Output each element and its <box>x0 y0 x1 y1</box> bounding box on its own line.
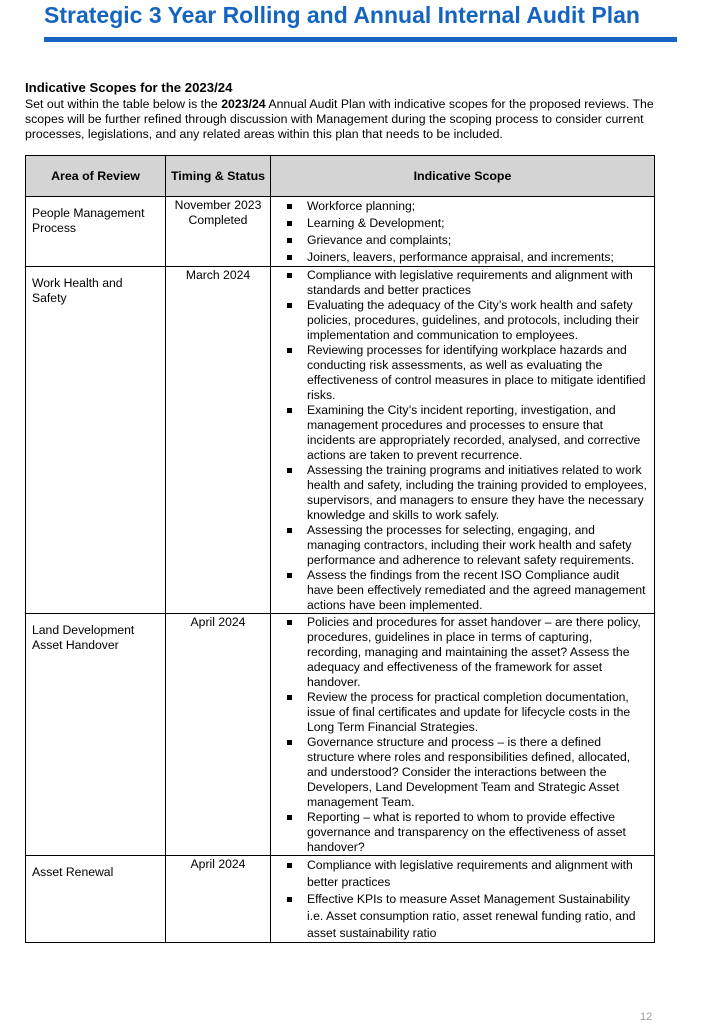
scope-list <box>287 198 648 266</box>
intro-plan-year: 2023/24 <box>221 97 266 111</box>
table-row <box>26 197 655 267</box>
scope-list <box>287 857 648 942</box>
section-heading: Indicative Scopes for the 2023/24 <box>25 80 233 95</box>
header-timing-status: Timing & Status <box>166 156 271 197</box>
scope-item: Policies and procedures for asset handover – are there policy, procedures, guidelines in place in terms of capturing, recording, managing and maintaining the asset? Assess the adequacy and effectiveness of the framework for asset handover. <box>287 615 648 690</box>
scope-item: Governance structure and process – is there a defined structure where roles and responsibilities defined, allocated, and understood? Consider the interactions between the Developers, Land Development Team and Strategic Asset management Team. <box>287 735 648 810</box>
indicative-scope-cell <box>271 856 655 943</box>
area-of-review-cell: Work Health and Safety <box>26 267 166 614</box>
area-of-review-cell: Land Development Asset Handover <box>26 614 166 856</box>
table-header-row <box>26 156 655 197</box>
timing-date: March 2024 <box>185 268 251 282</box>
timing-cell <box>166 614 271 856</box>
area-of-review-cell: People Management Process <box>26 197 166 267</box>
table-row <box>26 267 655 614</box>
table-row <box>26 856 655 943</box>
timing-cell <box>166 267 271 614</box>
scope-item: Review the process for practical completion documentation, issue of final certificates and update for lifecycle costs in the Long Term Financial Strategies. <box>287 690 648 735</box>
indicative-scope-cell <box>271 614 655 856</box>
scope-item: Compliance with legislative requirements and alignment with standards and better practices <box>287 268 648 298</box>
scope-item: Workforce planning; <box>287 198 648 215</box>
page-title: Strategic 3 Year Rolling and Annual Internal Audit Plan <box>44 2 640 28</box>
timing-date: April 2024 <box>190 615 246 629</box>
timing-cell <box>166 197 271 267</box>
timing-status: Completed <box>188 213 248 227</box>
indicative-scope-cell <box>271 267 655 614</box>
header-indicative-scope: Indicative Scope <box>271 156 655 197</box>
scope-item: Reviewing processes for identifying workplace hazards and conducting risk assessments, as well as evaluating the effectiveness of control measures in place to mitigate identified risks. <box>287 343 648 403</box>
scope-item: Joiners, leavers, performance appraisal, and increments; <box>287 249 648 266</box>
scope-item: Reporting – what is reported to whom to provide effective governance and transparency on the effectiveness of asset handover? <box>287 810 648 855</box>
scope-item: Evaluating the adequacy of the City’s work health and safety policies, procedures, guidelines, and protocols, including their implementation and communication to employees. <box>287 298 648 343</box>
scope-item: Effective KPIs to measure Asset Management Sustainability i.e. Asset consumption ratio, asset renewal funding ratio, and asset sustainability ratio <box>287 891 648 942</box>
area-of-review-cell: Asset Renewal <box>26 856 166 943</box>
scope-list <box>287 268 648 613</box>
scope-item: Learning & Development; <box>287 215 648 232</box>
title-underline <box>44 37 677 42</box>
scope-item: Compliance with legislative requirements and alignment with better practices <box>287 857 648 891</box>
audit-plan-table <box>25 155 655 943</box>
scope-list <box>287 615 648 855</box>
scope-item: Assess the findings from the recent ISO Compliance audit have been effectively remediated and the agreed management actions have been implemented. <box>287 568 648 613</box>
scope-item: Assessing the training programs and initiatives related to work health and safety, including the training provided to employees, supervisors, and managers to ensure they have the necessary knowledge and skills to work safely. <box>287 463 648 523</box>
table-row <box>26 614 655 856</box>
timing-date: November 2023 <box>174 198 262 212</box>
timing-cell <box>166 856 271 943</box>
indicative-scope-cell <box>271 197 655 267</box>
header-area-of-review: Area of Review <box>26 156 166 197</box>
intro-text-end: Annual Audit Plan with indicative scopes for the proposed reviews. The scopes will be further refined through discussion with Management during the scoping process to consider current processes, legislations, and any related areas within this plan that needs to be included. <box>25 97 654 141</box>
intro-paragraph <box>25 97 675 142</box>
timing-date: April 2024 <box>190 857 246 871</box>
scope-item: Examining the City’s incident reporting, investigation, and management procedures and processes to ensure that incidents are appropriately recorded, analysed, and corrective actions are taken to prevent recurrence. <box>287 403 648 463</box>
scope-item: Grievance and complaints; <box>287 232 648 249</box>
scope-item: Assessing the processes for selecting, engaging, and managing contractors, including their work health and safety performance and adherence to relevant safety requirements. <box>287 523 648 568</box>
page-number: 12 <box>640 1011 653 1023</box>
intro-text-start: Set out within the table below is the <box>25 97 222 111</box>
